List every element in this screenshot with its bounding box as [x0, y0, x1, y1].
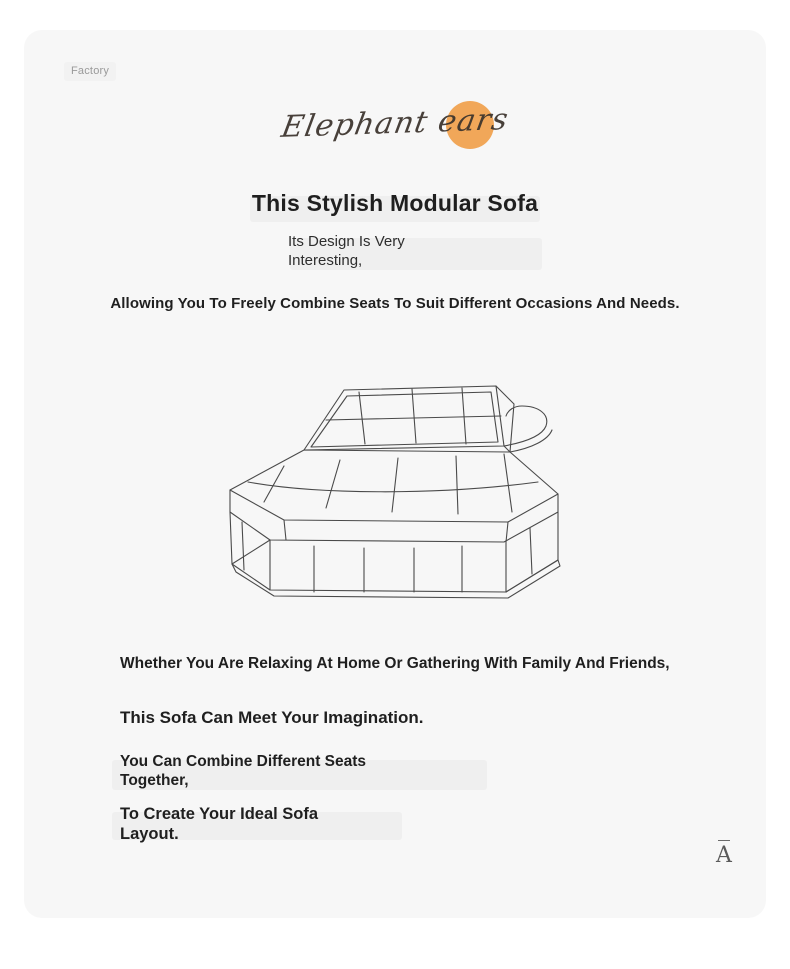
brand-logo [24, 92, 766, 172]
page-title: This Stylish Modular Sofa [251, 190, 539, 216]
factory-badge: Factory [64, 62, 116, 81]
body-text-4-line-1: To Create Your Ideal Sofa [120, 805, 319, 823]
subtitle-secondary: Allowing You To Freely Combine Seats To Suit Different Occasions And Needs. [110, 295, 680, 312]
body-text-4-line-2: Layout. [120, 825, 179, 843]
brand-script-text: Elephant ears [278, 102, 512, 145]
body-text-3 [120, 752, 540, 790]
subtitle-line-1: Its Design Is Very [288, 233, 405, 250]
subtitle-text [288, 232, 708, 270]
body-text-4 [120, 804, 540, 844]
body-text-1: Whether You Are Relaxing At Home Or Gathering With Family And Friends, [120, 655, 670, 672]
body-text-2: This Sofa Can Meet Your Imagination. [120, 708, 424, 727]
corner-mark-bar-icon [718, 840, 730, 841]
corner-mark-letter: A [716, 843, 732, 868]
sofa-illustration [174, 342, 614, 622]
body-text-3-line-1: You Can Combine Different Seats [120, 753, 367, 770]
subtitle-line-2: Interesting, [288, 252, 363, 269]
body-text-3-line-2: Together, [120, 772, 189, 789]
content-card [24, 30, 766, 918]
corner-mark [704, 840, 744, 868]
